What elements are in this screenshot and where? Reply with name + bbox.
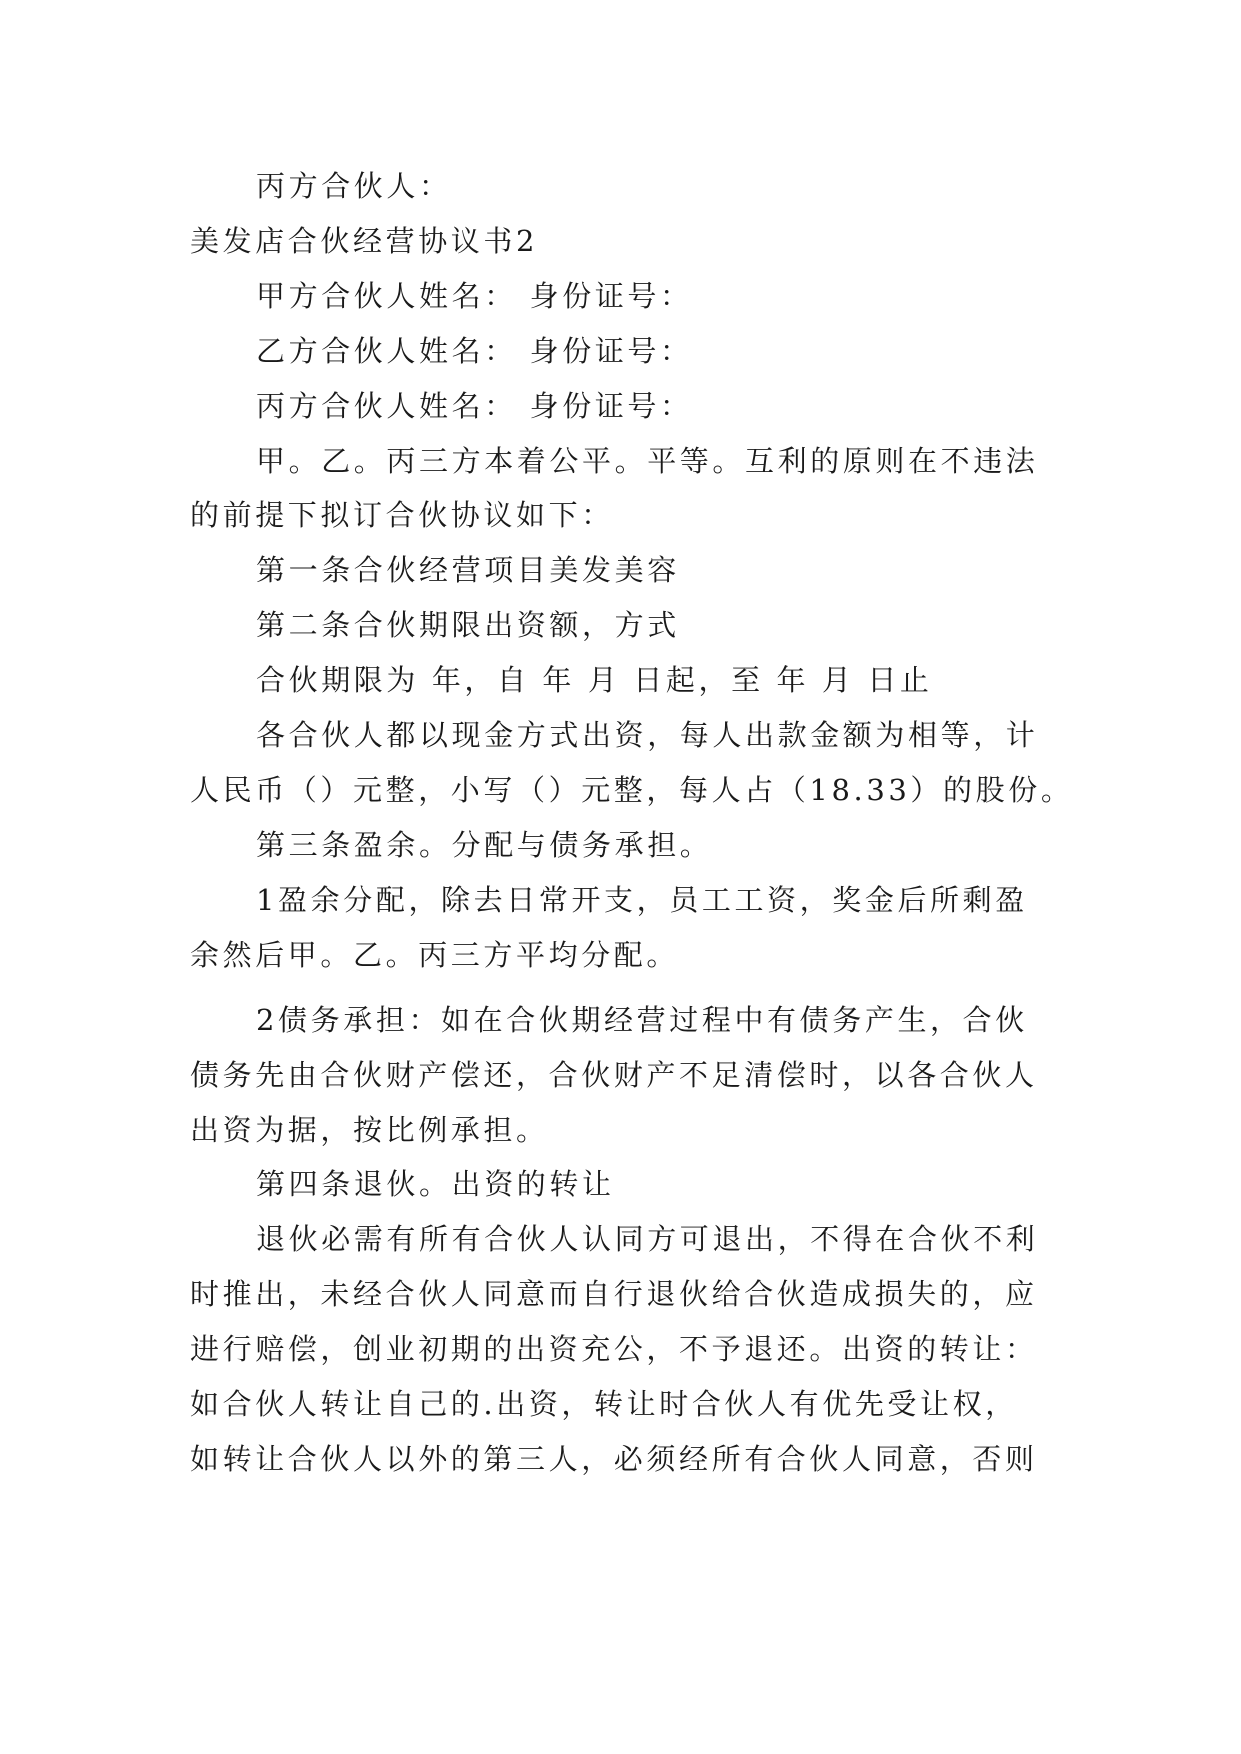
text-line: 1盈余分配，除去日常开支，员工工资，奖金后所剩盈 [256,883,1028,917]
text-line: 如合伙人转让自己的.出资，转让时合伙人有优先受让权， [190,1387,1018,1421]
text-line: 甲方合伙人姓名： 身份证号： [256,279,693,313]
text-line: 出资为据，按比例承担。 [190,1113,549,1147]
text-line: 如转让合伙人以外的第三人，必须经所有合伙人同意，否则 [190,1442,1038,1476]
text-line: 乙方合伙人姓名： 身份证号： [256,334,693,368]
section-heading: 美发店合伙经营协议书2 [190,224,539,258]
text-line: 债务先由合伙财产偿还，合伙财产不足清偿时，以各合伙人 [190,1058,1038,1092]
text-line: 第三条盈余。分配与债务承担。 [256,828,713,862]
text-line: 第一条合伙经营项目美发美容 [256,553,680,587]
text-line: 第四条退伙。出资的转让 [256,1167,615,1201]
text-line: 人民币（）元整，小写（）元整，每人占（18.33）的股份。 [190,773,1074,807]
text-line: 合伙期限为 年，自 年 月 日起，至 年 月 日止 [256,663,933,697]
text-line: 丙方合伙人： [256,169,452,203]
text-line: 的前提下拟订合伙协议如下： [190,498,614,532]
text-line: 各合伙人都以现金方式出资，每人出款金额为相等，计 [256,718,1039,752]
text-line: 余然后甲。乙。丙三方平均分配。 [190,938,680,972]
text-line: 甲。乙。丙三方本着公平。平等。互利的原则在不违法 [256,444,1039,478]
text-line: 进行赔偿，创业初期的出资充公，不予退还。出资的转让： [190,1332,1038,1366]
text-line: 丙方合伙人姓名： 身份证号： [256,389,693,423]
text-line: 第二条合伙期限出资额，方式 [256,608,680,642]
text-line: 时推出，未经合伙人同意而自行退伙给合伙造成损失的，应 [190,1277,1038,1311]
text-line: 2债务承担：如在合伙期经营过程中有债务产生，合伙 [256,1003,1028,1037]
text-line: 退伙必需有所有合伙人认同方可退出，不得在合伙不利 [256,1222,1039,1256]
